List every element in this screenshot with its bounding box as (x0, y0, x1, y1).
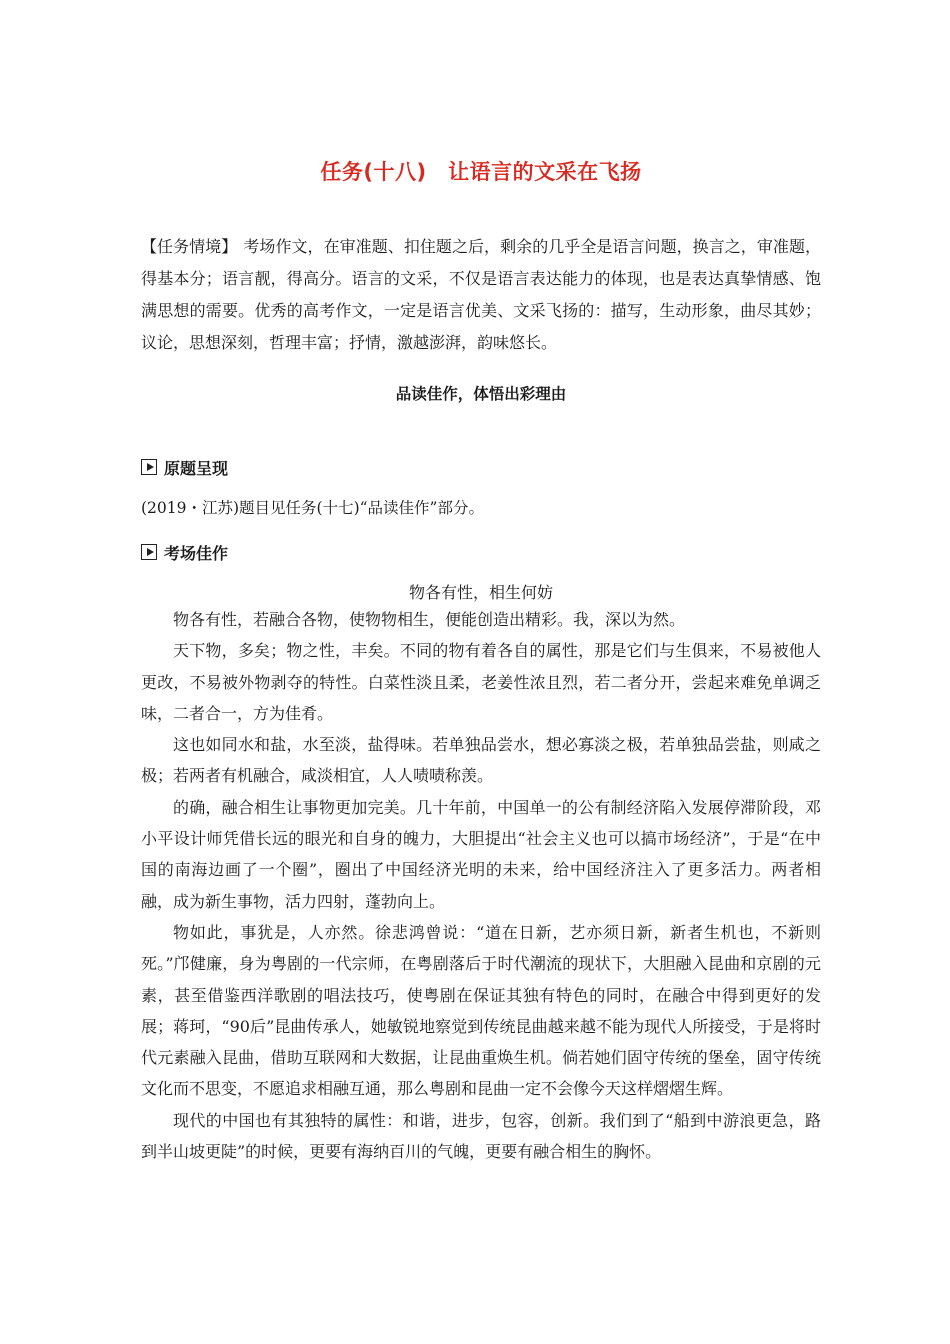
essay-title: 物各有性，相生何妨 (408, 583, 553, 602)
exam-essay-label: 考场佳作 (164, 543, 229, 563)
essay-paragraph: 物如此，事犹是，人亦然。徐悲鸿曾说：“道在日新，艺亦须日新，新者生机也，不新则死。”邝健廉，身为粤剧的一代宗师，在粤剧落后于时代潮流的现状下，大胆融入昆曲和京剧的元素，甚至借鉴西洋歌剧的唱法技巧，使粤剧在保证其独有特色的同时，在融合中得到更好的发展；蒋珂，“90后”昆曲传承人，她敏锐地察觉到传统昆曲越来越不能为现代人所接受，于是将时代元素融入昆曲，借助互联网和大数据，让昆曲重焕生机。倘若她们固守传统的堡垒，固守传统文化而不思变，不愿追求相融互通，那么粤剧和昆曲一定不会像今天这样熠熠生辉。 (141, 922, 821, 1099)
question-source: (2019・江苏)题目见任务(十七)“品读佳作”部分。 (141, 499, 484, 517)
essay-paragraph: 这也如同水和盐，水至淡，盐得味。若单独品尝水，想必寡淡之极，若单独品尝盐，则咸之极；若两者有机融合，咸淡相宜，人人啧啧称羡。 (141, 735, 821, 786)
task-context-tag: 【任务情境】 (141, 237, 238, 256)
original-question-heading (141, 457, 228, 477)
play-box-icon (141, 544, 157, 560)
section-subheading: 品读佳作，体悟出彩理由 (395, 385, 567, 403)
page-title: 任务(十八) 让语言的文采在飞扬 (320, 160, 642, 184)
essay-paragraph: 物各有性，若融合各物，使物物相生，便能创造出精彩。我，深以为然。 (173, 610, 686, 629)
essay-paragraph: 现代的中国也有其独特的属性：和谐，进步，包容，创新。我们到了“船到中游浪更急，路到半山坡更陡”的时候，更要有海纳百川的气魄，更要有融合相生的胸怀。 (141, 1110, 821, 1162)
task-context-paragraph (141, 231, 821, 359)
play-box-icon (141, 459, 157, 475)
essay-body (141, 604, 821, 1167)
original-question-label: 原题呈现 (164, 458, 229, 478)
exam-essay-heading (141, 542, 228, 562)
essay-paragraph: 的确，融合相生让事物更加完美。几十年前，中国单一的公有制经济陷入发展停滞阶段，邓小平设计师凭借长远的眼光和自身的魄力，大胆提出“社会主义也可以搞市场经济”，于是“在中国的南海边画了一个圈”，圈出了中国经济光明的未来，给中国经济注入了更多活力。两者相融，成为新生事物，活力四射，蓬勃向上。 (141, 797, 821, 911)
essay-paragraph: 天下物，多矣；物之性，丰矣。不同的物有着各自的属性，那是它们与生俱来，不易被他人更改，不易被外物剥夺的特性。白菜性淡且柔，老姜性浓且烈，若二者分开，尝起来难免单调乏味，二者合一，方为佳肴。 (141, 641, 821, 723)
task-context-text: 考场作文，在审准题、扣住题之后，剩余的几乎全是语言问题，换言之，审准题，得基本分；语言靓，得高分。语言的文采，不仅是语言表达能力的体现，也是表达真挚情感、饱满思想的需要。优秀的高考作文，一定是语言优美、文采飞扬的：描写，生动形象，曲尽其妙；议论，思想深刻，哲理丰富；抒情，激越澎湃，韵味悠长。 (141, 237, 821, 352)
